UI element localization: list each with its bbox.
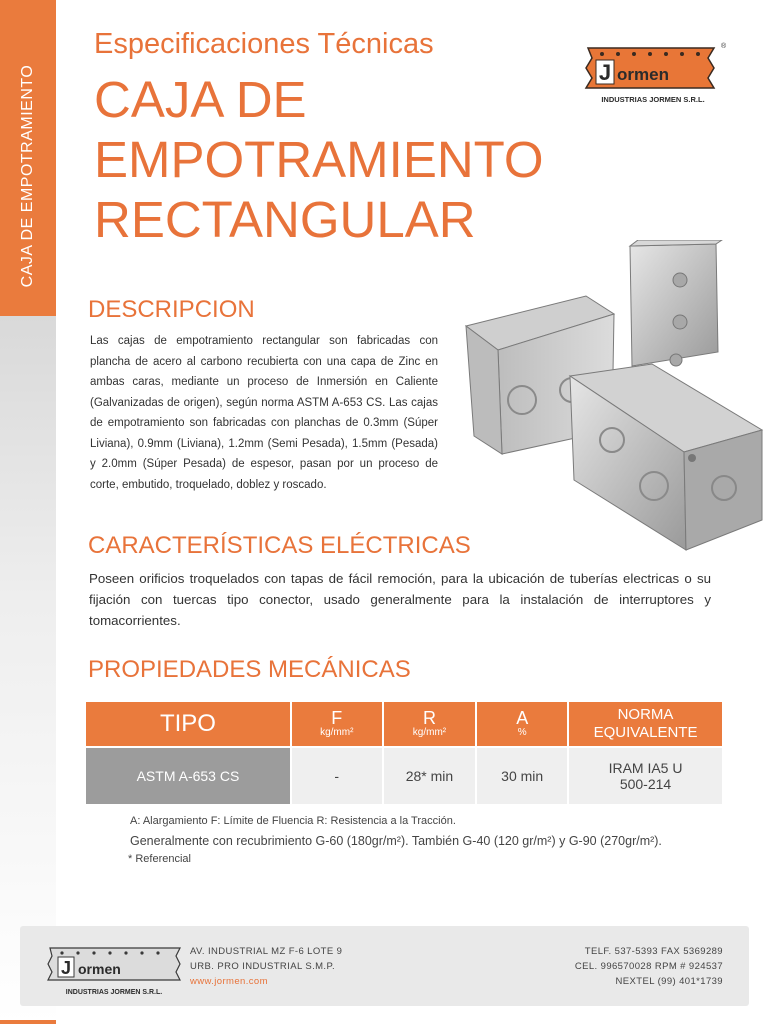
product-photo — [462, 240, 766, 556]
bottom-accent — [0, 1020, 56, 1024]
title-line-3: RECTANGULAR — [94, 191, 476, 248]
jormen-logo — [578, 40, 728, 110]
header-tipo: TIPO — [86, 702, 290, 746]
sidebar-gradient — [0, 316, 56, 1024]
descripcion-heading: DESCRIPCION — [88, 296, 255, 323]
contact-line-2: CEL. 996570028 RPM # 924537 — [574, 961, 723, 972]
header-f: F kg/mm² — [292, 702, 382, 746]
footer-logo — [44, 942, 184, 998]
box-open-right — [570, 364, 762, 550]
footer-address — [190, 944, 342, 989]
header-norma: NORMA EQUIVALENTE — [569, 702, 722, 746]
cell-norma-line1: IRAM IA5 U — [608, 760, 683, 776]
footer-logo-wordmark: ormen — [78, 961, 121, 977]
footer-logo-j: J — [60, 958, 72, 978]
cell-a: 30 min — [477, 746, 567, 804]
sidebar-label: CAJA DE EMPOTRAMIENTO — [19, 64, 36, 288]
logo-company: INDUSTRIAS JORMEN S.R.L. — [601, 95, 705, 104]
coating-note: Generalmente con recubrimiento G-60 (180gr/m²). También G-40 (120 gr/m²) y G-90 (270gr/m²). — [130, 834, 662, 848]
electricas-text: Poseen orificios troquelados con tapas de fácil remoción, para la ubicación de tuberías electricas o su fijación con tuercas tipo conector, usado generalmente para la instalación de interruptores y tomacorrientes. — [89, 571, 711, 628]
title-line-2: EMPOTRAMIENTO — [94, 131, 544, 188]
table-header-row — [86, 702, 722, 746]
table-row — [86, 746, 722, 804]
logo-wordmark: ormen — [617, 65, 669, 84]
table-legend: A: Alargamiento F: Límite de Fluencia R: Resistencia a la Tracción. — [130, 815, 456, 827]
reference-note: * Referencial — [128, 853, 191, 865]
cell-tipo: ASTM A-653 CS — [86, 746, 290, 804]
header-a: A % — [477, 702, 567, 746]
cell-norma — [569, 746, 722, 804]
title-line-1: CAJA DE — [94, 71, 307, 128]
footer-logo-company: INDUSTRIAS JORMEN S.R.L. — [65, 989, 163, 996]
contact-line-3: NEXTEL (99) 401*1739 — [615, 976, 723, 987]
cell-r: 28* min — [384, 746, 476, 804]
address-line-1: AV. INDUSTRIAL MZ F-6 LOTE 9 — [190, 946, 343, 957]
box-standing — [630, 240, 722, 366]
contact-line-1: TELF. 537-5393 FAX 5369289 — [584, 946, 723, 957]
page-subtitle: Especificaciones Técnicas — [94, 28, 434, 60]
page-title — [94, 70, 544, 250]
registered-mark: ® — [721, 43, 727, 50]
mecanicas-heading: PROPIEDADES MECÁNICAS — [88, 656, 411, 683]
footer — [20, 926, 749, 1006]
address-line-2: URB. PRO INDUSTRIAL S.M.P. — [190, 961, 336, 972]
properties-table — [84, 702, 724, 804]
electricas-heading: CARACTERÍSTICAS ELÉCTRICAS — [88, 532, 471, 559]
cell-norma-line2: 500-214 — [619, 776, 672, 792]
logo-letter-j: J — [598, 60, 612, 85]
header-r: R kg/mm² — [384, 702, 476, 746]
website-link[interactable]: www.jormen.com — [190, 976, 268, 987]
cell-f: - — [292, 746, 382, 804]
descripcion-text: Las cajas de empotramiento rectangular son fabricadas con plancha de acero al carbono recubierta con una capa de Zinc en ambas caras, mediante un proceso de Inmersión en Caliente (Galvanizadas de origen), según norma ASTM A-653 CS. Las cajas de empotramiento son fabricadas con planchas de 0.3mm (Súper Liviana), 0.9mm (Liviana), 1.2mm (Semi Pesada), 1.5mm (Pesada) y 2.0mm (Súper Pesada) de espesor, pasan por un proceso de corte, embutido, troquelado, doblez y roscado. — [90, 335, 438, 491]
footer-contact — [575, 944, 723, 989]
